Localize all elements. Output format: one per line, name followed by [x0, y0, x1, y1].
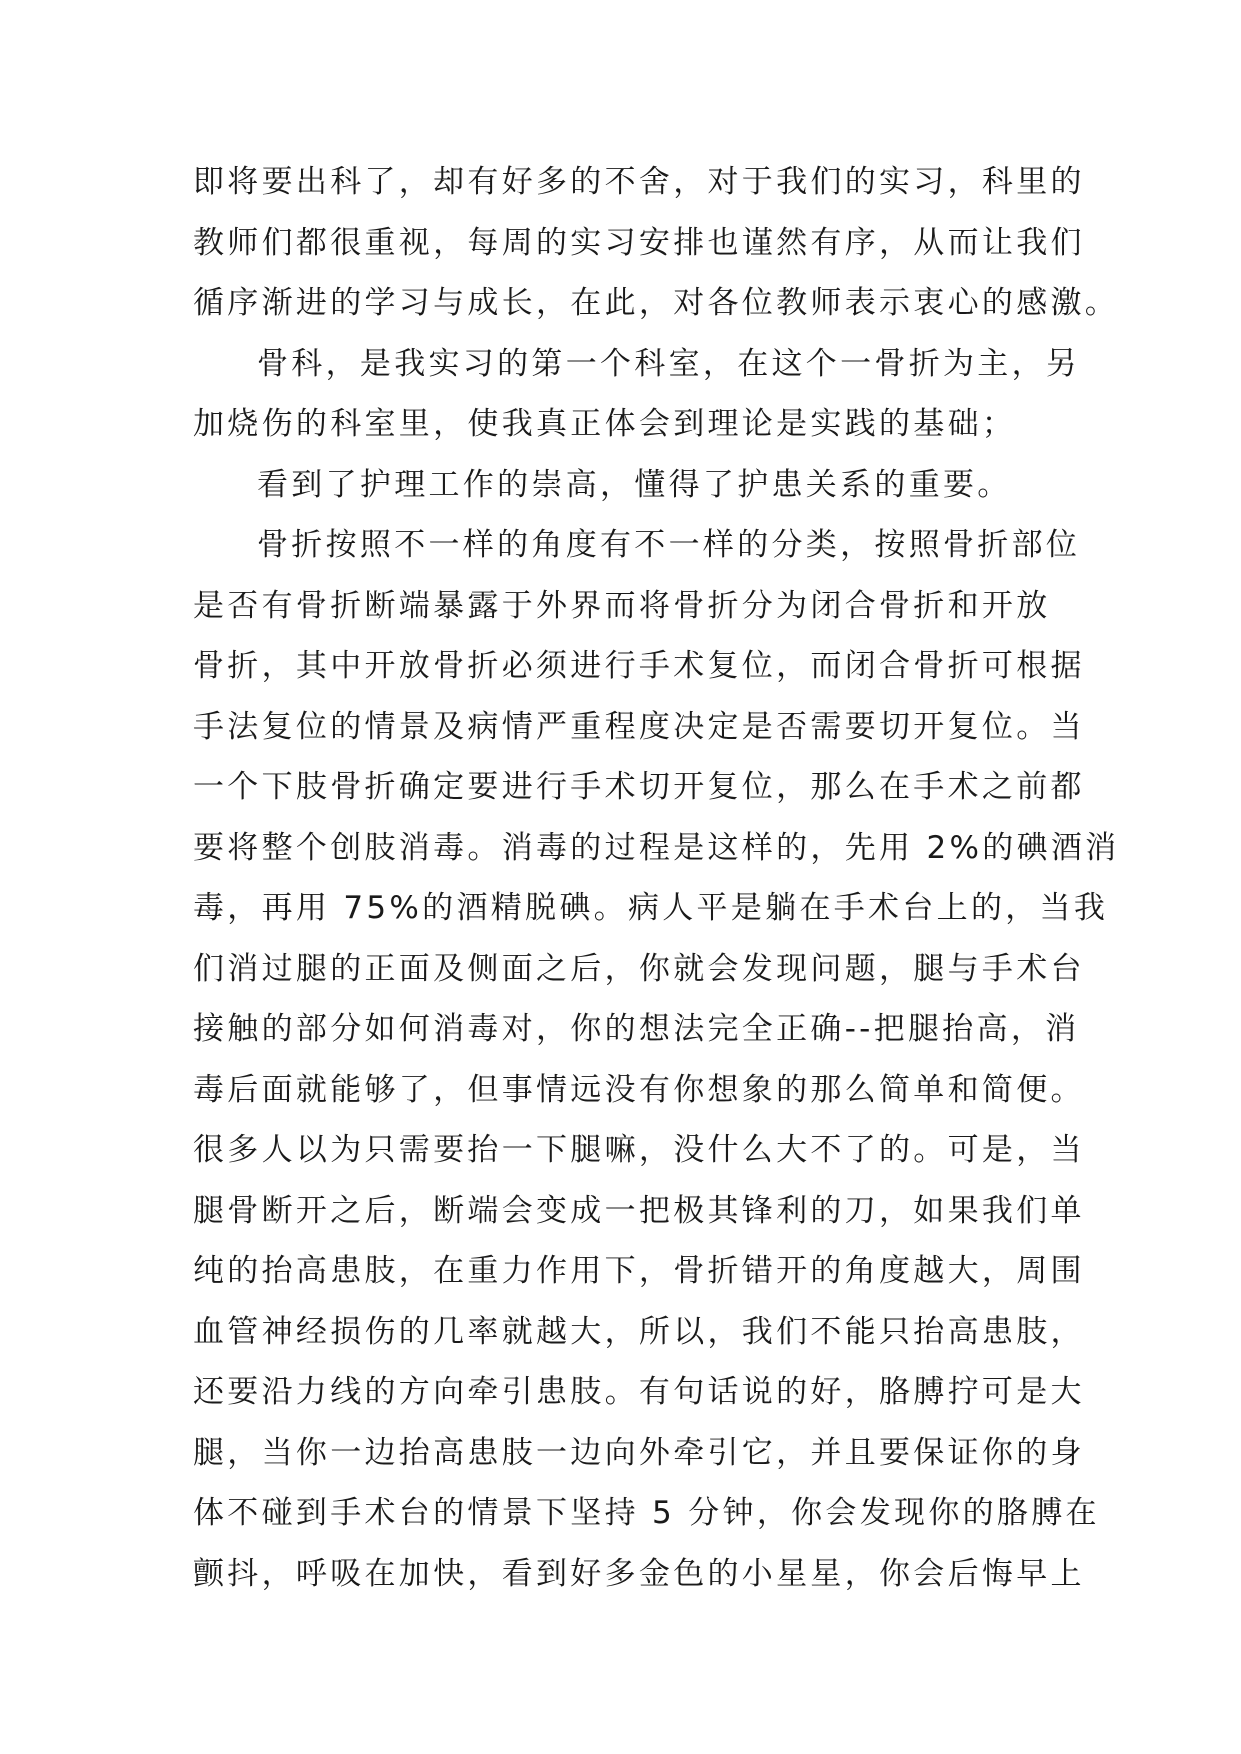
- text-line: 血管神经损伤的几率就越大，所以，我们不能只抬高患肢，: [193, 1313, 1085, 1350]
- text-line: 要将整个创肢消毒。消毒的过程是这样的，先用 2%的碘酒消: [193, 829, 1120, 866]
- text-line: 很多人以为只需要抬一下腿嘛，没什么大不了的。可是，当: [193, 1132, 1085, 1168]
- text-line: 即将要出科了，却有好多的不舍，对于我们的实习，科里的: [193, 164, 1085, 200]
- body-text: [193, 152, 1120, 1604]
- text-line: 毒后面就能够了，但事情远没有你想象的那么简单和简便。: [193, 1071, 1085, 1108]
- text-line: 颤抖，呼吸在加快，看到好多金色的小星星，你会后悔早上: [193, 1555, 1085, 1592]
- text-line: 是否有骨折断端暴露于外界而将骨折分为闭合骨折和开放: [193, 587, 1051, 624]
- text-line: 循序渐进的学习与成长，在此，对各位教师表示衷心的感激。: [193, 285, 1120, 321]
- text-line: 们消过腿的正面及侧面之后，你就会发现问题，腿与手术台: [193, 950, 1085, 987]
- text-line: 手法复位的情景及病情严重程度决定是否需要切开复位。当: [193, 708, 1085, 745]
- text-line: 纯的抬高患肢，在重力作用下，骨折错开的角度越大，周围: [193, 1253, 1085, 1289]
- text-line: 骨折，其中开放骨折必须进行手术复位，而闭合骨折可根据: [193, 648, 1085, 684]
- text-line: 腿骨断开之后，断端会变成一把极其锋利的刀，如果我们单: [193, 1192, 1085, 1229]
- paragraph-first-line: 骨折按照不一样的角度有不一样的分类，按照骨折部位: [257, 527, 1081, 563]
- text-line: 毒，再用 75%的酒精脱碘。病人平是躺在手术台上的，当我: [193, 890, 1109, 926]
- text-line: 加烧伤的科室里，使我真正体会到理论是实践的基础；: [193, 406, 1017, 442]
- text-line: 教师们都很重视，每周的实习安排也谨然有序，从而让我们: [193, 224, 1085, 261]
- paragraph-first-line: 看到了护理工作的崇高，懂得了护患关系的重要。: [257, 466, 1012, 503]
- text-line: 体不碰到手术台的情景下坚持 5 分钟，你会发现你的胳膊在: [193, 1495, 1100, 1531]
- text-line: 接触的部分如何消毒对，你的想法完全正确--把腿抬高，消: [193, 1011, 1080, 1047]
- text-line: 腿，当你一边抬高患肢一边向外牵引它，并且要保证你的身: [193, 1434, 1085, 1471]
- text-line: 一个下肢骨折确定要进行手术切开复位，那么在手术之前都: [193, 769, 1085, 805]
- text-line: 还要沿力线的方向牵引患肢。有句话说的好，胳膊拧可是大: [193, 1374, 1085, 1410]
- paragraph-first-line: 骨科，是我实习的第一个科室，在这个一骨折为主，另: [257, 345, 1081, 382]
